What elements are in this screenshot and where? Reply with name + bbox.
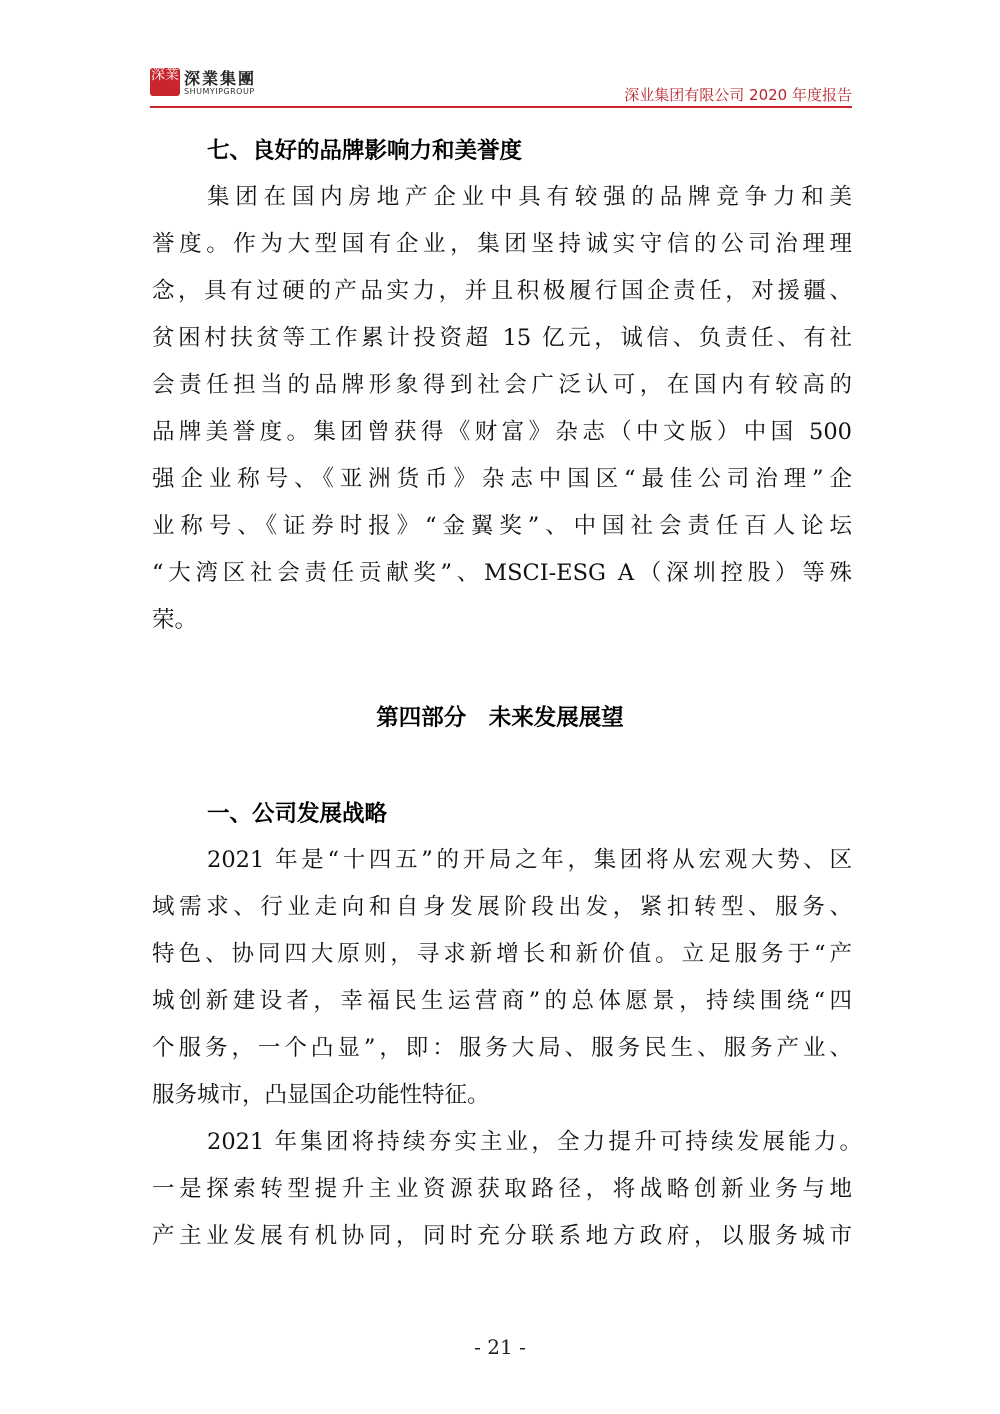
company-logo-english: SHUMYIPGROUP	[184, 87, 255, 96]
paragraph-line: 誉度。作为大型国有企业，集团坚持诚实守信的公司治理理	[152, 231, 852, 257]
paragraph-line: “大湾区社会责任贡献奖”、MSCI-ESG A（深圳控股）等殊	[152, 560, 852, 586]
paragraph-line: 特色、协同四大原则，寻求新增长和新价值。立足服务于“产	[152, 941, 852, 967]
paragraph-line: 个服务，一个凸显”，即：服务大局、服务民生、服务产业、	[152, 1035, 852, 1061]
page-header	[150, 60, 852, 110]
part-heading: 第四部分 未来发展展望	[376, 705, 624, 731]
paragraph-line: 域需求、行业走向和自身发展阶段出发，紧扣转型、服务、	[152, 894, 852, 920]
paragraph-line: 2021 年集团将持续夯实主业，全力提升可持续发展能力。	[207, 1129, 862, 1155]
header-divider	[150, 106, 852, 108]
paragraph-line: 产主业发展有机协同，同时充分联系地方政府，以服务城市	[152, 1223, 852, 1249]
paragraph-line: 服务城市，凸显国企功能性特征。	[152, 1082, 490, 1108]
paragraph-line: 强企业称号、《亚洲货币》杂志中国区“最佳公司治理”企	[152, 466, 852, 492]
paragraph-line: 业称号、《证券时报》“金翼奖”、中国社会责任百人论坛	[152, 513, 852, 539]
paragraph-line: 2021 年是“十四五”的开局之年，集团将从宏观大势、区	[207, 847, 852, 873]
report-title: 深业集团有限公司 2020 年度报告	[624, 86, 852, 104]
paragraph-line: 品牌美誉度。集团曾获得《财富》杂志（中文版）中国 500	[152, 419, 852, 445]
paragraph-line: 会责任担当的品牌形象得到社会广泛认可，在国内有较高的	[152, 372, 852, 398]
paragraph-line: 城创新建设者，幸福民生运营商”的总体愿景，持续围绕“四	[152, 988, 852, 1014]
page-number: - 21 -	[474, 1335, 526, 1359]
company-logo-name: 深業集團	[184, 69, 257, 88]
paragraph-line: 贫困村扶贫等工作累计投资超 15 亿元，诚信、负责任、有社	[152, 325, 852, 351]
section-heading-strategy: 一、公司发展战略	[207, 801, 388, 827]
logo-seal-text: 深業	[151, 68, 179, 83]
paragraph-line: 荣。	[152, 607, 198, 633]
company-logo-seal	[150, 68, 180, 96]
section-heading-brand: 七、良好的品牌影响力和美誉度	[207, 138, 523, 164]
paragraph-line: 念，具有过硬的产品实力，并且积极履行国企责任，对援疆、	[152, 278, 852, 304]
paragraph-line: 集团在国内房地产企业中具有较强的品牌竞争力和美	[207, 184, 852, 210]
paragraph-line: 一是探索转型提升主业资源获取路径，将战略创新业务与地	[152, 1176, 852, 1202]
